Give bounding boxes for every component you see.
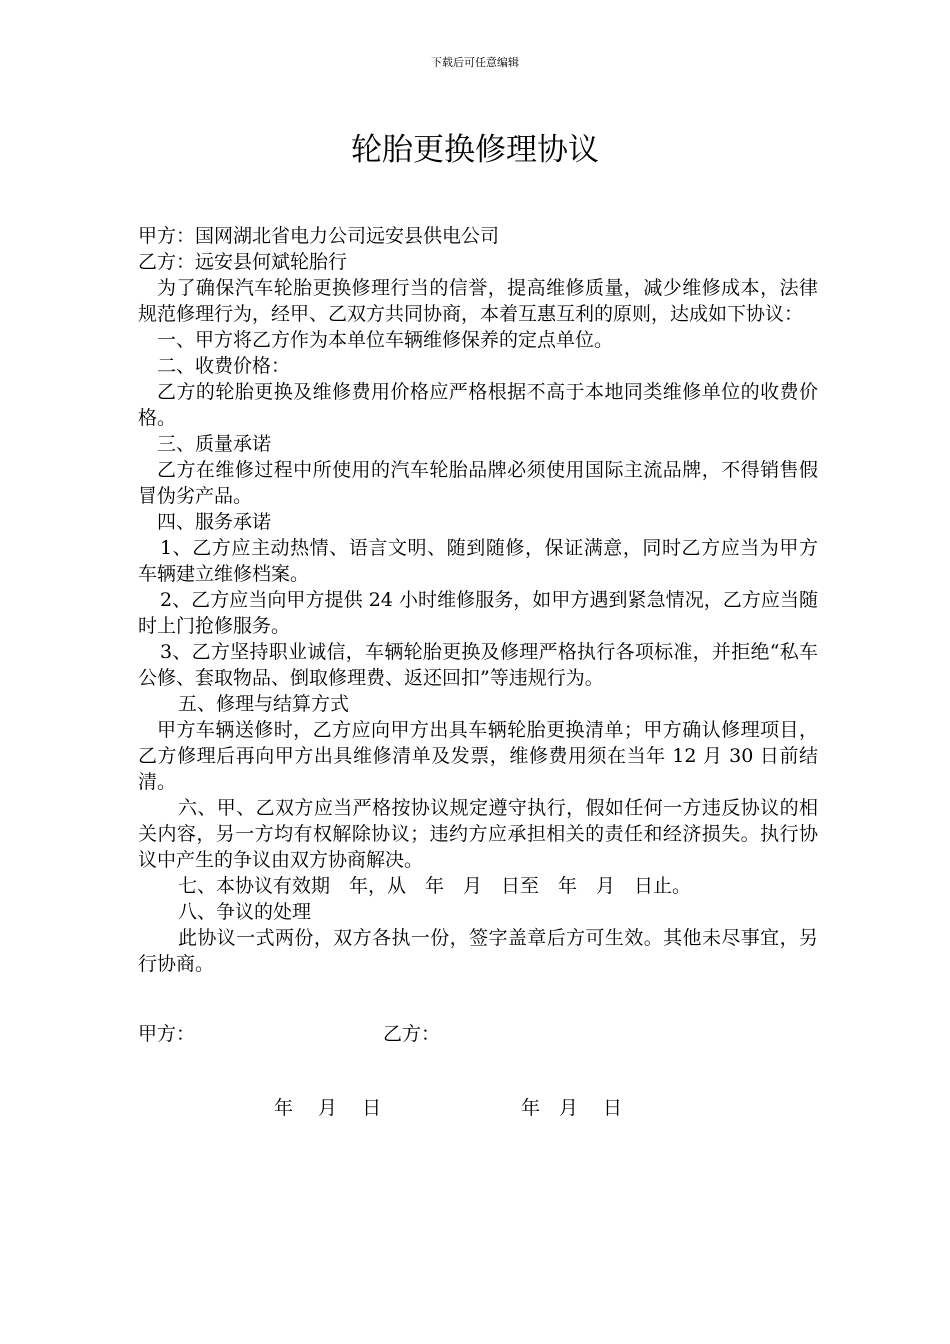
section-4-item-2: 2、乙方应当向甲方提供 24 小时维修服务，如甲方遇到紧急情况，乙方应当随时上门抢修服务。 bbox=[138, 589, 818, 637]
section-8: 八、争议的处理 bbox=[178, 901, 312, 923]
document-title: 轮胎更换修理协议 bbox=[351, 132, 599, 168]
section-2-text: 乙方的轮胎更换及维修费用价格应严格根据不高于本地同类维修单位的收费价格。 bbox=[138, 381, 818, 429]
section-4-heading: 四、服务承诺 bbox=[157, 511, 272, 533]
section-3-text: 乙方在维修过程中所使用的汽车轮胎品牌必须使用国际主流品牌，不得销售假冒伪劣产品。 bbox=[138, 459, 818, 507]
party-b-signature-label: 乙方： bbox=[383, 1023, 441, 1045]
party-b-date: 年 月 日 bbox=[521, 1097, 623, 1119]
agreement-body bbox=[138, 223, 818, 977]
header-note: 下载后可任意编辑 bbox=[431, 56, 519, 69]
closing-paragraph: 此协议一式两份，双方各执一份，签字盖章后方可生效。其他未尽事宜，另行协商。 bbox=[138, 927, 818, 975]
party-a-signature-label: 甲方： bbox=[138, 1023, 196, 1045]
party-a-date: 年 月 日 bbox=[274, 1097, 382, 1119]
preamble-paragraph: 为了确保汽车轮胎更换修理行当的信誉，提高维修质量，减少维修成本，法律规范修理行为，经甲、乙双方共同协商，本着互惠互利的原则，达成如下协议： bbox=[138, 277, 818, 325]
section-3-heading: 三、质量承诺 bbox=[157, 433, 272, 455]
date-row bbox=[138, 1095, 818, 1121]
signature-row bbox=[138, 1021, 818, 1047]
section-4-item-3: 3、乙方坚持职业诚信，车辆轮胎更换及修理严格执行各项标准，并拒绝“私车公修、套取物品、倒取修理费、返还回扣”等违规行为。 bbox=[138, 641, 818, 689]
section-2-heading: 二、收费价格： bbox=[157, 355, 291, 377]
party-b-line: 乙方：远安县何斌轮胎行 bbox=[138, 251, 348, 273]
section-5-text: 甲方车辆送修时，乙方应向甲方出具车辆轮胎更换清单；甲方确认修理项目，乙方修理后再向甲方出具维修清单及发票，维修费用须在当年 12 月 30 日前结清。 bbox=[138, 719, 818, 793]
section-1: 一、甲方将乙方作为本单位车辆维修保养的定点单位。 bbox=[157, 329, 614, 351]
section-7: 七、本协议有效期 年，从 年 月 日至 年 月 日止。 bbox=[178, 875, 692, 897]
party-a-line: 甲方：国网湖北省电力公司远安县供电公司 bbox=[138, 225, 500, 247]
section-4-item-1: 1、乙方应主动热情、语言文明、随到随修，保证满意，同时乙方应当为甲方车辆建立维修档案。 bbox=[138, 537, 818, 585]
section-5-heading: 五、修理与结算方式 bbox=[178, 693, 350, 715]
section-6: 六、甲、乙双方应当严格按协议规定遵守执行，假如任何一方违反协议的相关内容，另一方均有权解除协议；违约方应承担相关的责任和经济损失。执行协议中产生的争议由双方协商解决。 bbox=[138, 797, 818, 871]
